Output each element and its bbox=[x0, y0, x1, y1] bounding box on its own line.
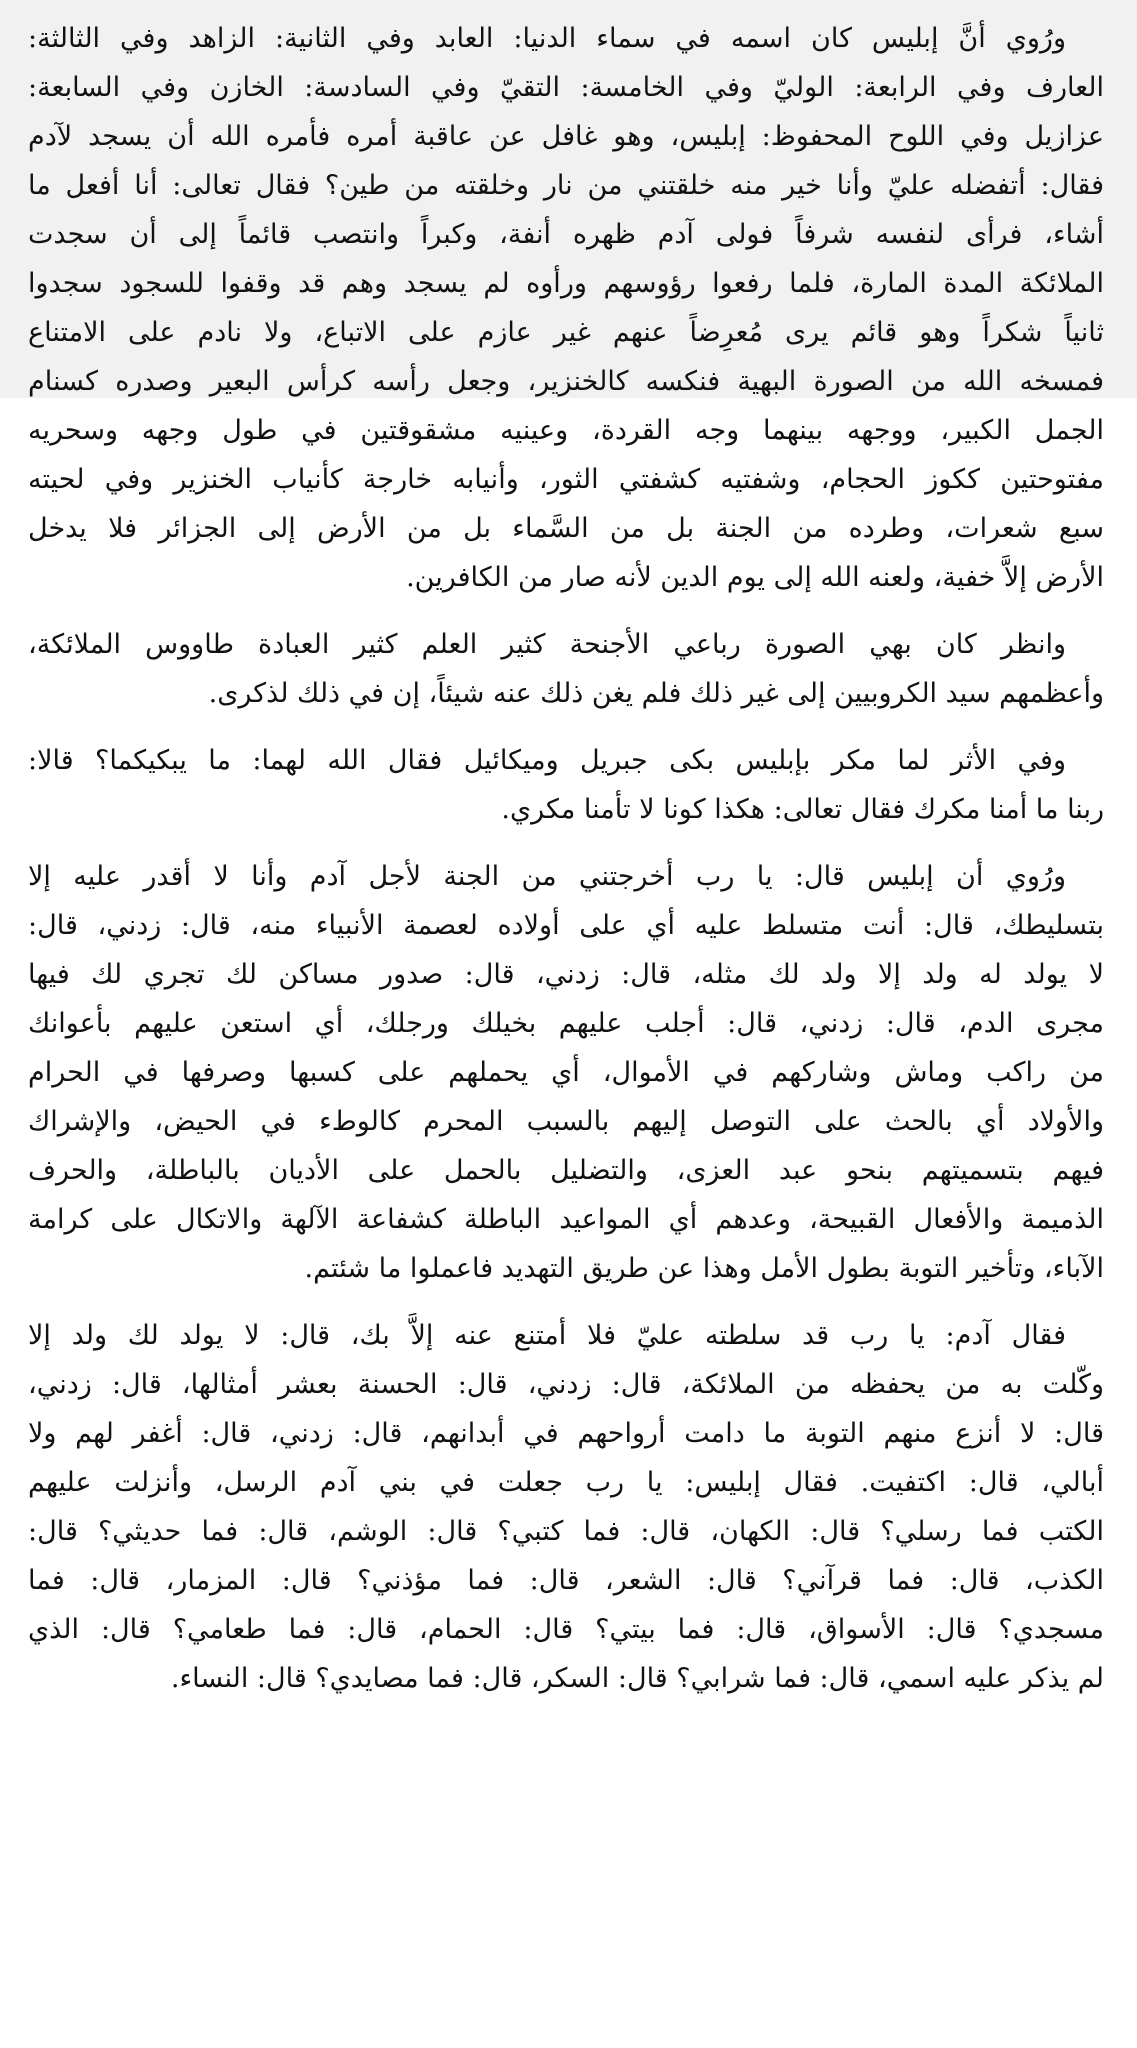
text-line: وانظر كان بهي الصورة رباعي الأجنحة كثير العلم كثير العبادة طاووس الملائكة، bbox=[28, 629, 1066, 660]
text-line: الجمل الكبير، ووجهه بينهما وجه القردة، وعينيه مشقوقتين في طول وجهه وسحريه bbox=[28, 415, 1104, 446]
text-line: الأرض إلاَّ خفية، ولعنه الله إلى يوم الدين لأنه صار من الكافرين. bbox=[406, 562, 1104, 593]
text-line: مسجدي؟ قال: الأسواق، قال: فما بيتي؟ قال: الحمام، قال: فما طعامي؟ قال: الذي bbox=[28, 1614, 1104, 1645]
text-line: فيهم بتسميتهم بنحو عبد العزى، والتضليل بالحمل على الأديان بالباطلة، والحرف bbox=[28, 1155, 1104, 1186]
paragraph-3 bbox=[28, 736, 1104, 834]
text-line: لم يذكر عليه اسمي، قال: فما شرابي؟ قال: السكر، قال: فما مصايدي؟ قال: النساء. bbox=[170, 1663, 1104, 1694]
text-line: فمسخه الله من الصورة البهية فنكسه كالخنزير، وجعل رأسه كرأس البعير وصدره كسنام bbox=[28, 366, 1104, 397]
text-line: الذميمة والأفعال القبيحة، وعدهم أي المواعيد الباطلة كشفاعة الآلهة والاتكال على كرامة bbox=[28, 1204, 1104, 1235]
text-line: والأولاد أي بالحث على التوصل إليهم بالسبب المحرم كالوطء في الحيض، والإشراك bbox=[28, 1106, 1104, 1137]
text-line: العارف وفي الرابعة: الوليّ وفي الخامسة: التقيّ وفي السادسة: الخازن وفي السابعة: bbox=[28, 72, 1104, 103]
text-line: الآباء، وتأخير التوبة بطول الأمل وهذا عن طريق التهديد فاعملوا ما شئتم. bbox=[304, 1253, 1104, 1284]
text-line: مجرى الدم، قال: زدني، قال: أجلب عليهم بخيلك ورجلك، أي استعن عليهم بأعوانك bbox=[28, 1008, 1104, 1039]
text-line: فقال آدم: يا رب قد سلطته عليّ فلا أمتنع عنه إلاَّ بك، قال: لا يولد لك ولد إلا bbox=[28, 1320, 1066, 1351]
text-line: عزازيل وفي اللوح المحفوظ: إبليس، وهو غافل عن عاقبة أمره فأمره الله أن يسجد لآدم bbox=[28, 121, 1104, 152]
text-line: لا يولد له ولد إلا ولد لك مثله، قال: زدني، قال: صدور مساكن لك تجري لك فيها bbox=[28, 959, 1104, 990]
text-line: الكذب، قال: فما قرآني؟ قال: الشعر، قال: فما مؤذني؟ قال: المزمار، قال: فما bbox=[28, 1565, 1104, 1596]
text-line: ربنا ما أمنا مكرك فقال تعالى: هكذا كونا لا تأمنا مكري. bbox=[501, 794, 1104, 825]
paragraph-5 bbox=[28, 1311, 1104, 1703]
text-line: مفتوحتين ككوز الحجام، وشفتيه كشفتي الثور، وأنيابه خارجة كأنياب الخنزير وفي لحيته bbox=[28, 464, 1104, 495]
text-line: فقال: أتفضله عليّ وأنا خير منه خلقتني من نار وخلقته من طين؟ فقال تعالى: أنا أفعل ما bbox=[28, 170, 1104, 201]
text-line: من راكب وماش وشاركهم في الأموال، أي يحملهم على كسبها وصرفها في الحرام bbox=[28, 1057, 1104, 1088]
text-line: أشاء، فرأى لنفسه شرفاً فولى آدم ظهره أنفة، وكبراً وانتصب قائماً إلى أن سجدت bbox=[28, 219, 1104, 250]
text-line: أبالي، قال: اكتفيت. فقال إبليس: يا رب جعلت في بني آدم الرسل، وأنزلت عليهم bbox=[28, 1467, 1104, 1498]
text-line: وأعظمهم سيد الكروبيين إلى غير ذلك فلم يغن ذلك عنه شيئاً، إن في ذلك لذكرى. bbox=[208, 678, 1104, 709]
text-line: سبع شعرات، وطرده من الجنة بل من السَّماء بل من الأرض إلى الجزائر فلا يدخل bbox=[28, 513, 1104, 544]
text-line: ثانياً شكراً وهو قائم يرى مُعرِضاً عنهم غير عازم على الاتباع، ولا نادم على الامتناع bbox=[28, 317, 1104, 348]
text-line: بتسليطك، قال: أنت متسلط عليه أي على أولاده لعصمة الأنبياء منه، قال: زدني، قال: bbox=[28, 910, 1104, 941]
text-line: قال: لا أنزع منهم التوبة ما دامت أرواحهم في أبدانهم، قال: زدني، قال: أغفر لهم ولا bbox=[28, 1418, 1104, 1449]
text-line: ورُوي أن إبليس قال: يا رب أخرجتني من الجنة لأجل آدم وأنا لا أقدر عليه إلا bbox=[28, 861, 1066, 892]
document-text bbox=[28, 14, 1104, 1721]
text-line: وكّلت به من يحفظه من الملائكة، قال: زدني، قال: الحسنة بعشر أمثالها، قال: زدني، bbox=[28, 1369, 1104, 1400]
text-line: ورُوي أنَّ إبليس كان اسمه في سماء الدنيا: العابد وفي الثانية: الزاهد وفي الثالثة: bbox=[28, 23, 1066, 54]
paragraph-2 bbox=[28, 620, 1104, 718]
text-line: الملائكة المدة المارة، فلما رفعوا رؤوسهم ورأوه لم يسجد وهم قد وقفوا للسجود سجدوا bbox=[28, 268, 1104, 299]
text-line: وفي الأثر لما مكر بإبليس بكى جبريل وميكائيل فقال الله لهما: ما يبكيكما؟ قالا: bbox=[28, 745, 1066, 776]
text-line: الكتب فما رسلي؟ قال: الكهان، قال: فما كتبي؟ قال: الوشم، قال: فما حديثي؟ قال: bbox=[28, 1516, 1104, 1547]
paragraph-4 bbox=[28, 852, 1104, 1293]
paragraph-1 bbox=[28, 14, 1104, 602]
